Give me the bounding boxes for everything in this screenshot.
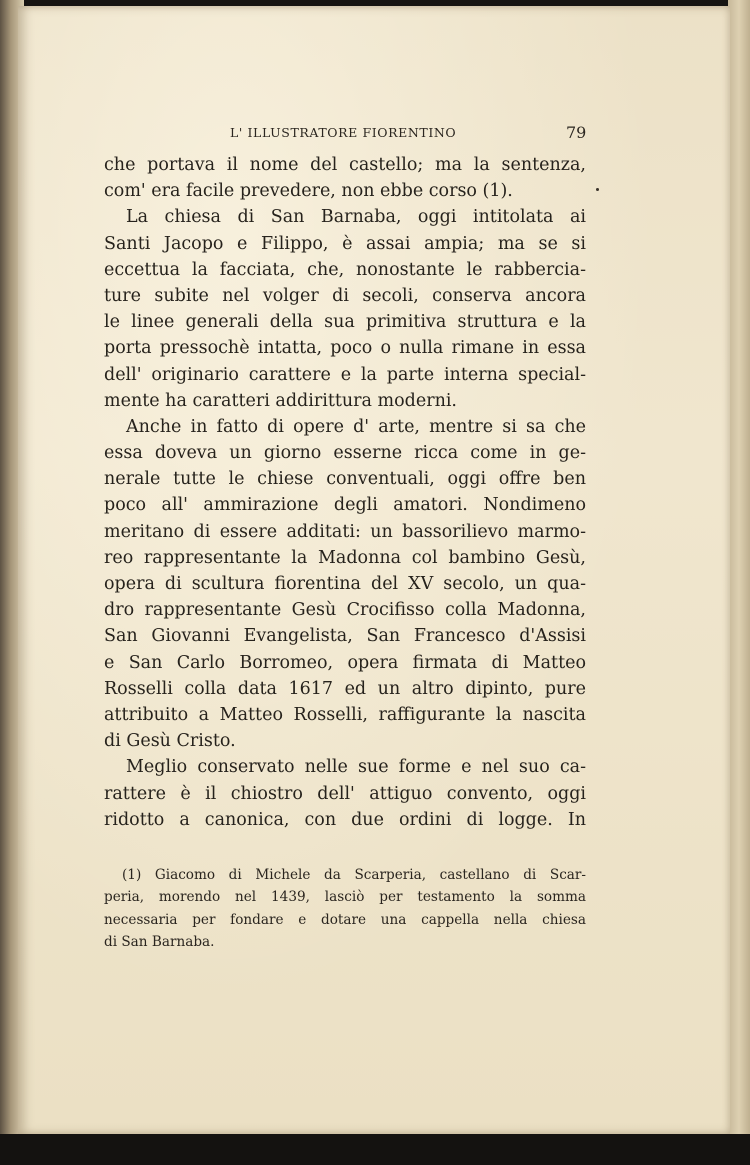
text-line: Anche in fatto di opere d' arte, mentre si sa che — [126, 416, 586, 437]
text-line: reo rappresentante la Madonna col bambino Gesù, — [104, 547, 586, 568]
text-line: dell' originario carattere e la parte interna special- — [104, 364, 586, 385]
footnote-block — [104, 864, 586, 954]
bottom-scan-shadow — [0, 1134, 750, 1165]
text-line: attribuito a Matteo Rosselli, raffigurante la nascita — [104, 704, 586, 725]
page-header — [18, 123, 730, 145]
footnote-line: peria, morendo nel 1439, lasciò per testamento la somma — [104, 889, 586, 906]
running-title: L' ILLUSTRATORE FIORENTINO — [230, 125, 457, 140]
footnote-line: (1) Giacomo di Michele da Scarperia, castellano di Scar- — [122, 867, 586, 883]
text-line: San Giovanni Evangelista, San Francesco d'Assisi — [104, 626, 586, 647]
text-line: le linee generali della sua primitiva struttura e la — [104, 312, 586, 333]
text-line: Santi Jacopo e Filippo, è assai ampia; ma se si — [104, 233, 586, 254]
text-line: ridotto a canonica, con due ordini di logge. In — [104, 809, 586, 830]
page-number: 79 — [566, 123, 587, 142]
right-page-margin — [728, 0, 750, 1140]
text-line: di Gesù Cristo. — [104, 731, 236, 752]
text-line: opera di scultura fiorentina del XV secolo, un qua- — [104, 574, 586, 594]
text-line: Meglio conservato nelle sue forme e nel suo ca- — [126, 757, 586, 778]
body-text — [104, 152, 586, 833]
text-line: eccettua la facciata, che, nonostante le rabbercia- — [104, 259, 586, 280]
text-line: essa doveva un giorno esserne ricca come in ge- — [104, 443, 586, 464]
book-page — [18, 6, 730, 1134]
text-line: dro rappresentante Gesù Crocifisso colla Madonna, — [104, 600, 586, 621]
text-line: che portava il nome del castello; ma la sentenza, — [104, 155, 586, 175]
text-line: porta pressochè intatta, poco o nulla rimane in essa — [104, 338, 586, 359]
text-line: poco all' ammirazione degli amatori. Nondimeno — [104, 495, 586, 516]
text-line: mente ha caratteri addirittura moderni. — [104, 390, 457, 411]
text-line: ture subite nel volger di secoli, conserva ancora — [104, 285, 586, 306]
footnote-line: di San Barnaba. — [104, 934, 215, 951]
text-line: Rosselli colla data 1617 ed un altro dipinto, pure — [104, 678, 586, 699]
text-line: com' era facile prevedere, non ebbe corso (1). — [104, 181, 513, 202]
text-line: rattere è il chiostro dell' attiguo convento, oggi — [104, 783, 586, 804]
text-line: e San Carlo Borromeo, opera firmata di Matteo — [104, 652, 586, 673]
text-line: La chiesa di San Barnaba, oggi intitolata ai — [126, 207, 586, 228]
text-line: meritano di essere additati: un bassorilievo marmo- — [104, 521, 586, 542]
ink-speck — [596, 188, 599, 191]
footnote-line: necessaria per fondare e dotare una cappella nella chiesa — [104, 911, 586, 928]
text-line: nerale tutte le chiese conventuali, oggi offre ben — [104, 469, 586, 490]
